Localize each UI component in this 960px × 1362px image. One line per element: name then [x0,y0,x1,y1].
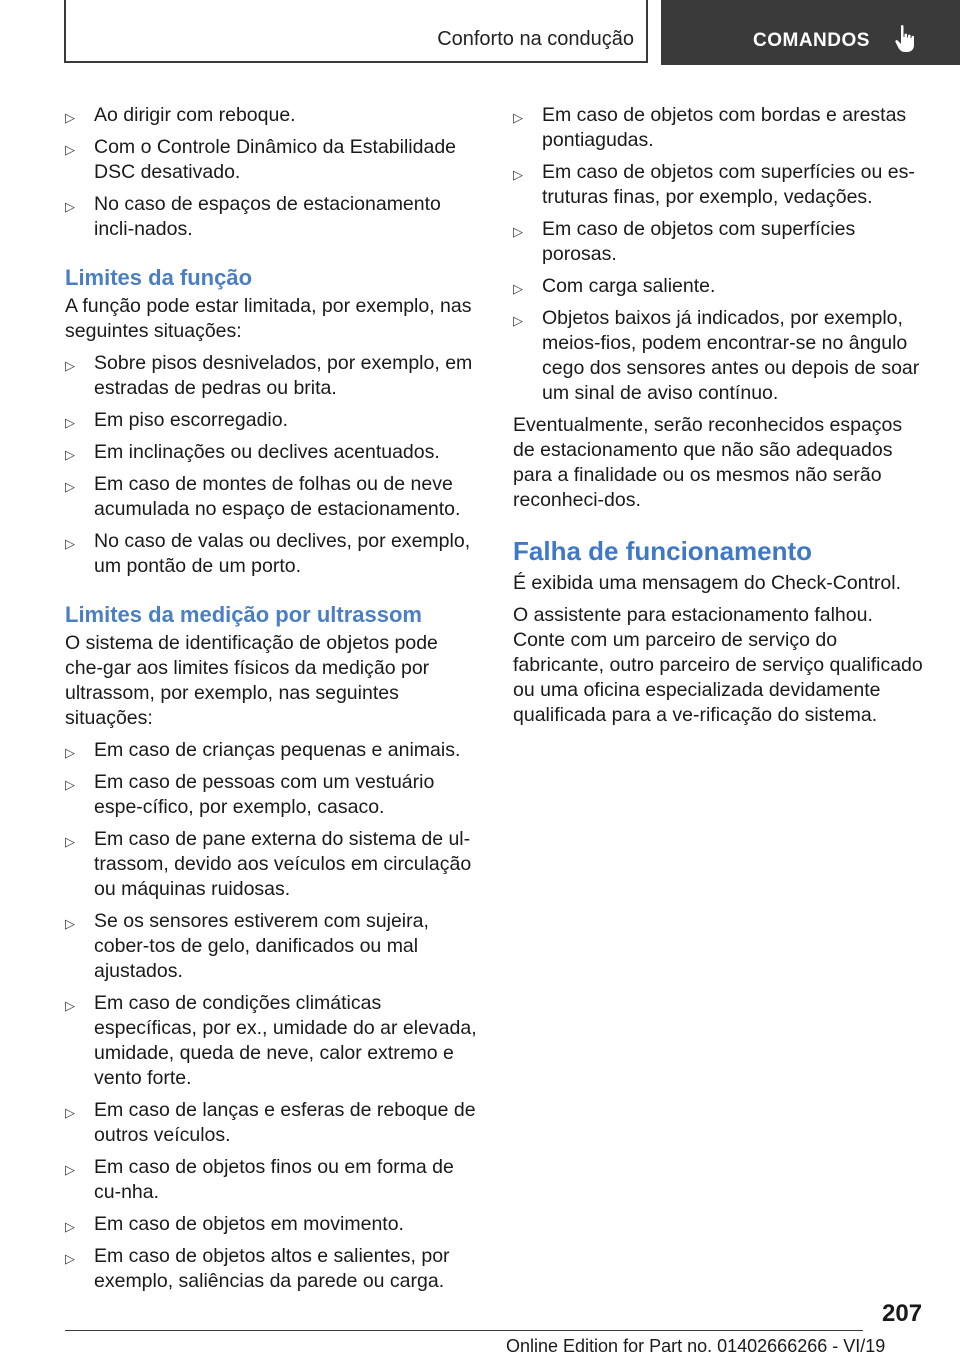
bullet-marker-icon: ▷ [65,415,75,430]
function-limits-intro: A função pode estar limitada, por exemplo, nas seguintes situações: [65,295,472,342]
bullet-marker-icon: ▷ [65,745,75,760]
list-item: ▷ Objetos baixos já indicados, por exemplo, meios-fios, podem encontrar-se no ângulo cego dos sensores antes ou depois de soar um sinal de aviso contínuo. [513,307,920,404]
list-item: ▷ Em caso de pessoas com um vestuário espe-cífico, por exemplo, casaco. [65,771,435,818]
bullet-marker-icon: ▷ [65,536,75,551]
function-limits-list [65,351,480,579]
list-item: ▷ Em inclinações ou declives acentuados. [65,440,480,465]
list-item: ▷ Em caso de crianças pequenas e animais. [65,738,480,763]
section-tab [64,0,648,63]
bullet-marker-icon: ▷ [513,110,523,125]
bullet-marker-icon: ▷ [65,834,75,849]
ultrasound-limits-heading: Limites da medição por ultrassom [65,602,422,627]
section-title: Conforto na condução [437,28,634,50]
right-column [513,103,928,735]
list-item: ▷ Em caso de objetos com bordas e arestas pontiagudas. [513,104,907,151]
edition-footer: Online Edition for Part no. 01402666266 - VI/19 [506,1336,886,1356]
malfunction-paragraph: O assistente para estacionamento falhou. Conte com um parceiro de serviço do fabricante, outro parceiro de serviço qualificado ou uma oficina especializada devidamente qualificada para a ve-rificação do sistema. [513,604,923,726]
bullet-marker-icon: ▷ [65,479,75,494]
list-item: ▷ No caso de espaços de estacionamento incli-nados. [65,193,441,240]
chapter-title: COMANDOS [753,30,870,51]
list-item: ▷ Em caso de objetos em movimento. [65,1212,480,1237]
list-item: ▷ Ao dirigir com reboque. [65,103,480,128]
list-item: ▷ Em caso de condições climáticas específicas, por ex., umidade do ar elevada, umidade, queda de neve, calor extremo e vento forte. [65,992,477,1089]
list-item: ▷ Em caso de lanças e esferas de reboque de outros veículos. [65,1099,476,1146]
page-number: 207 [882,1300,923,1327]
pointing-hand-icon [894,24,918,54]
list-item: ▷ Se os sensores estiverem com sujeira, cober-tos de gelo, danificados ou mal ajustados. [65,910,429,982]
bullet-marker-icon: ▷ [65,998,75,1013]
page-header [64,0,960,66]
bullet-marker-icon: ▷ [65,1219,75,1234]
bullet-marker-icon: ▷ [65,1105,75,1120]
list-item: ▷ Em caso de montes de folhas ou de neve acumulada no espaço de estacionamento. [65,473,461,520]
list-item: ▷ Com o Controle Dinâmico da Estabilidade DSC desativado. [65,136,457,183]
ultrasound-limits-intro: O sistema de identificação de objetos pode che-gar aos limites físicos da medição por ultrassom, por exemplo, nas seguintes situações: [65,632,438,729]
list-item: ▷ Com carga saliente. [513,274,928,299]
malfunction-paragraph: É exibida uma mensagem do Check-Control. [513,572,902,594]
bullet-marker-icon: ▷ [65,447,75,462]
ultrasound-limits-list [65,738,480,1294]
footer-divider [65,1330,863,1331]
bullet-marker-icon: ▷ [65,358,75,373]
malfunction-heading: Falha de funcionamento [513,536,813,566]
bullet-marker-icon: ▷ [65,199,75,214]
list-item: ▷ Sobre pisos desnivelados, por exemplo, em estradas de pedras ou brita. [65,352,473,399]
bullet-marker-icon: ▷ [65,1251,75,1266]
list-item: ▷ Em caso de objetos finos ou em forma de cu-nha. [65,1156,454,1203]
list-item: ▷ Em caso de pane externa do sistema de ul-trassom, devido aos veículos em circulação ou máquinas ruidosas. [65,828,472,900]
bullet-marker-icon: ▷ [65,1162,75,1177]
list-item: ▷ Em caso de objetos com superfícies porosas. [513,218,856,265]
bullet-marker-icon: ▷ [513,224,523,239]
list-item: ▷ Em caso de objetos com superfícies ou es-truturas finas, por exemplo, vedações. [513,161,915,208]
list-item: ▷ No caso de valas ou declives, por exemplo, um pontão de um porto. [65,530,471,577]
intro-bullet-list [65,103,480,242]
bullet-marker-icon: ▷ [513,167,523,182]
bullet-marker-icon: ▷ [513,281,523,296]
parking-space-note: Eventualmente, serão reconhecidos espaços de estacionamento que não são adequados para a finalidade ou os mesmos não serão reconheci-dos. [513,414,903,511]
function-limits-heading: Limites da função [65,265,253,290]
chapter-tab [661,0,960,65]
list-item: ▷ Em caso de objetos altos e salientes, por exemplo, saliências da parede ou carga. [65,1245,450,1292]
bullet-marker-icon: ▷ [65,142,75,157]
bullet-marker-icon: ▷ [65,916,75,931]
object-limits-list [513,103,928,406]
left-column [65,103,480,1301]
list-item: ▷ Em piso escorregadio. [65,408,480,433]
bullet-marker-icon: ▷ [65,777,75,792]
bullet-marker-icon: ▷ [513,313,523,328]
bullet-marker-icon: ▷ [65,110,75,125]
